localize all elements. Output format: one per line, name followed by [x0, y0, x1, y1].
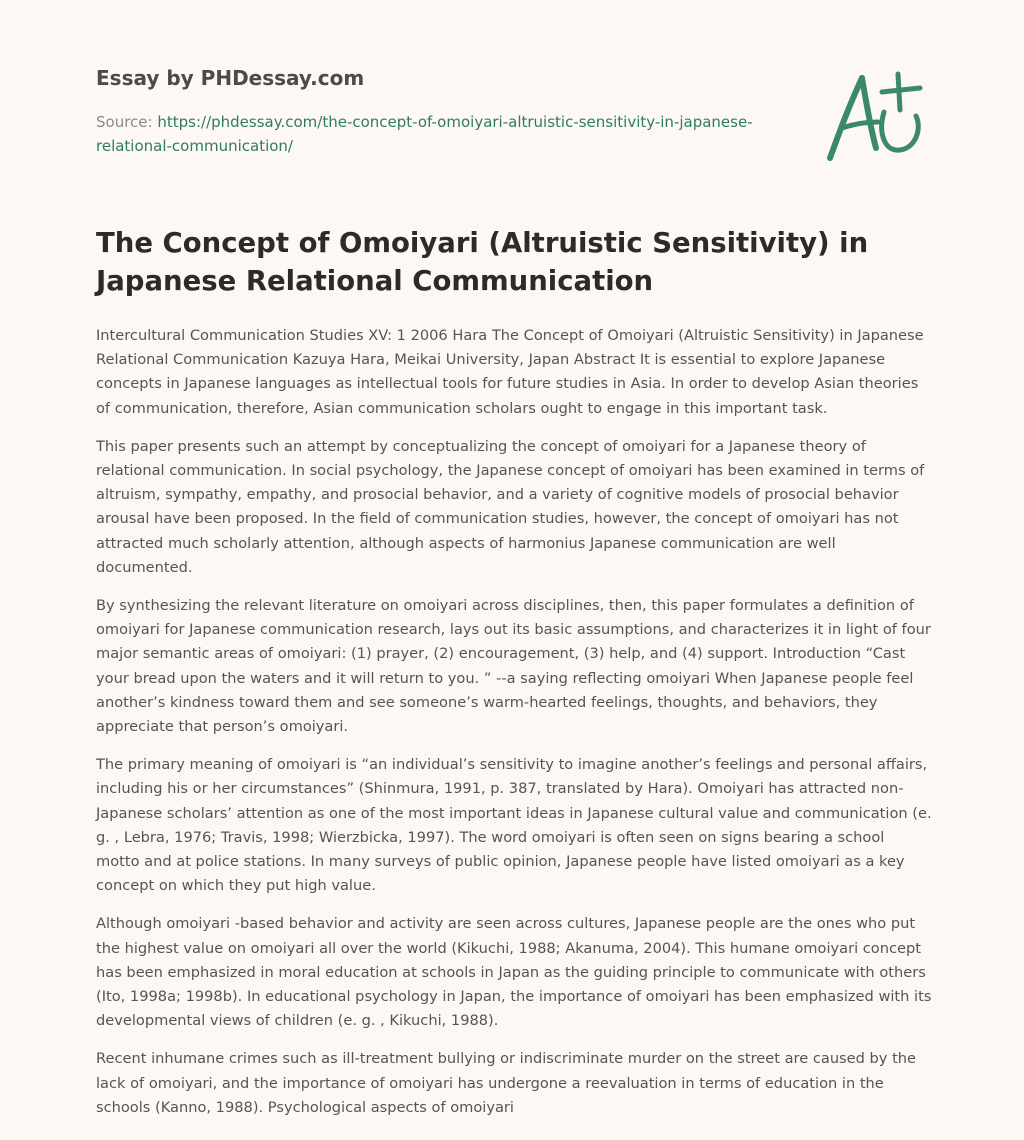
source-link[interactable]: https://phdessay.com/the-concept-of-omoiyari-altruistic-sensitivity-in-japanese-relational-communication/: [96, 113, 753, 155]
a-plus-grade-icon: [820, 66, 930, 166]
essay-paragraph: By synthesizing the relevant literature on omoiyari across disciplines, then, this paper formulates a definition of omoiyari for Japanese communication research, lays out its basic assumptions, and characterizes it in light of four major semantic areas of omoiyari: (1) prayer, (2) encouragement, (3) help, and (4) support. Introduction “Cast your bread upon the waters and it will return to you. ” --a saying reflecting omoiyari When Japanese people feel another’s kindness toward them and see someone’s warm-hearted feelings, thoughts, and behaviors, they appreciate that person’s omoiyari.: [96, 597, 931, 736]
essay-header: [96, 62, 796, 158]
essay-paragraph: This paper presents such an attempt by conceptualizing the concept of omoiyari for a Japanese theory of relational communication. In social psychology, the Japanese concept of omoiyari has been examined in terms of altruism, sympathy, empathy, and prosocial behavior, and a variety of cognitive models of prosocial behavior arousal have been proposed. In the field of communication studies, however, the concept of omoiyari has not attracted much scholarly attention, although aspects of harmonius Japanese communication are well documented.: [96, 437, 925, 576]
source-line: [96, 110, 796, 158]
source-label: Source:: [96, 113, 153, 131]
essay-paragraph: Intercultural Communication Studies XV: 1 2006 Hara The Concept of Omoiyari (Altruistic Sensitivity) in Japanese Relational Communication Kazuya Hara, Meikai University, Japan Abstract It is essential to explore Japanese concepts in Japanese languages as intellectual tools for future studies in Asia. In order to develop Asian theories of communication, therefore, Asian communication scholars ought to engage in this important task.: [96, 327, 924, 417]
site-brand: Essay by PHDessay.com: [96, 66, 365, 90]
essay-body: [96, 324, 932, 1134]
essay-title: The Concept of Omoiyari (Altruistic Sensitivity) in Japanese Relational Communication: [96, 227, 869, 297]
essay-paragraph: Recent inhumane crimes such as ill-treatment bullying or indiscriminate murder on the street are caused by the lack of omoiyari, and the importance of omoiyari has undergone a reevaluation in terms of education in the schools (Kanno, 1988). Psychological aspects of omoiyari: [96, 1050, 917, 1116]
essay-paragraph: The primary meaning of omoiyari is “an individual’s sensitivity to imagine another’s feelings and personal affairs, including his or her circumstances” (Shinmura, 1991, p. 387, translated by Hara). Omoiyari has attracted non-Japanese scholars’ attention as one of the most important ideas in Japanese cultural value and communication (e. g. , Lebra, 1976; Travis, 1998; Wierzbicka, 1997). The word omoiyari is often seen on signs bearing a school motto and at police stations. In many surveys of public opinion, Japanese people have listed omoiyari as a key concept on which they put high value.: [96, 756, 932, 895]
essay-paragraph: Although omoiyari -based behavior and activity are seen across cultures, Japanese people are the ones who put the highest value on omoiyari all over the world (Kikuchi, 1988; Akanuma, 2004). This humane omoiyari concept has been emphasized in moral education at schools in Japan as the guiding principle to communicate with others (Ito, 1998a; 1998b). In educational psychology in Japan, the importance of omoiyari has been emphasized with its developmental views of children (e. g. , Kikuchi, 1988).: [96, 915, 932, 1030]
